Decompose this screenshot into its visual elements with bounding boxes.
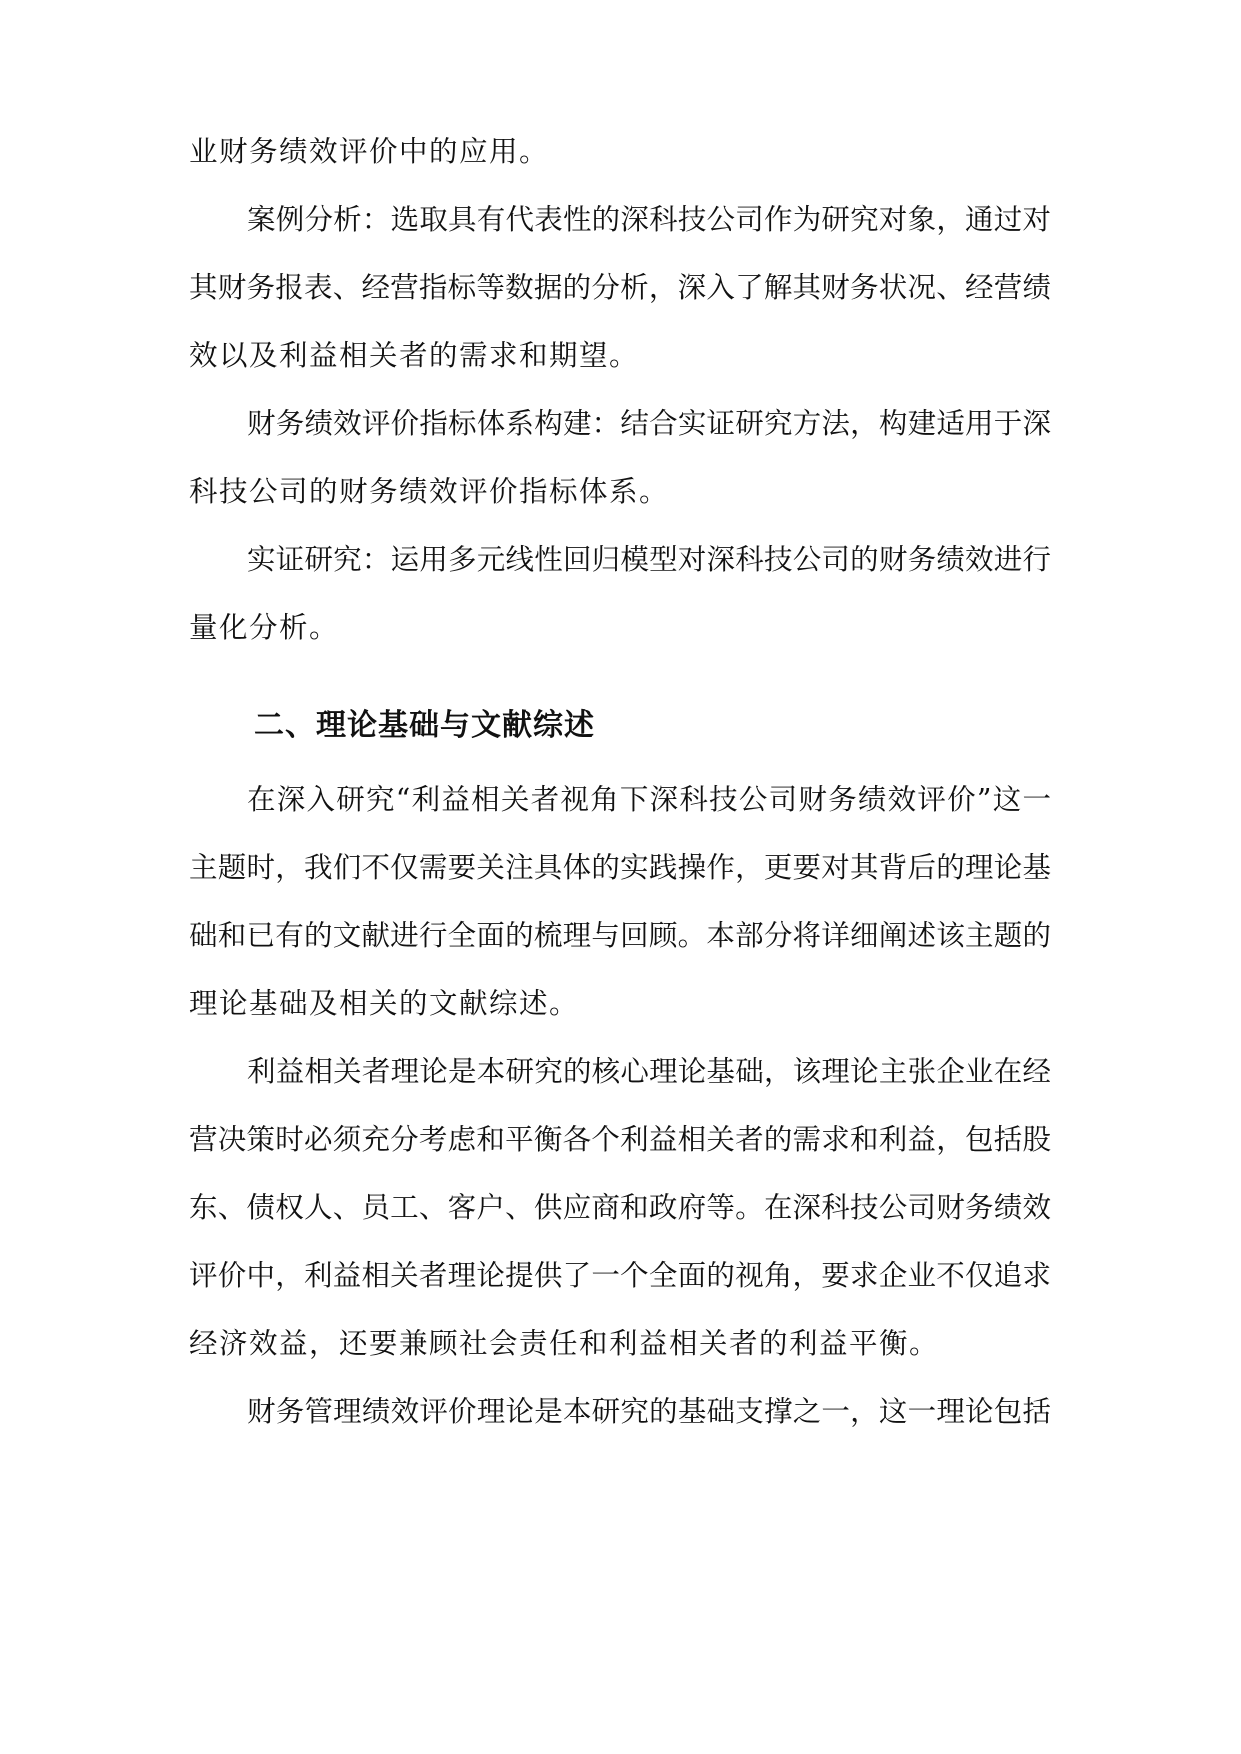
- text-line: 财务绩效评价指标体系构建：结合实证研究方法，构建适用于深: [247, 407, 1051, 440]
- text-line: 主题时，我们不仅需要关注具体的实践操作，更要对其背后的理论基: [189, 851, 1051, 884]
- text-line: 业财务绩效评价中的应用。: [189, 135, 550, 168]
- text-line: 在深入研究“利益相关者视角下深科技公司财务绩效评价”这一: [247, 783, 1051, 816]
- text-line: 案例分析：选取具有代表性的深科技公司作为研究对象，通过对: [247, 203, 1051, 236]
- text-line: 财务管理绩效评价理论是本研究的基础支撑之一，这一理论包括: [247, 1395, 1051, 1428]
- text-line: 评价中，利益相关者理论提供了一个全面的视角，要求企业不仅追求: [189, 1259, 1051, 1292]
- text-line: 础和已有的文献进行全面的梳理与回顾。本部分将详细阐述该主题的: [189, 919, 1051, 952]
- section-heading: 二、理论基础与文献综述: [254, 708, 595, 743]
- text-line: 实证研究：运用多元线性回归模型对深科技公司的财务绩效进行: [247, 543, 1051, 576]
- text-line: 效以及利益相关者的需求和期望。: [189, 339, 640, 372]
- text-line: 量化分析。: [189, 611, 340, 644]
- text-line: 利益相关者理论是本研究的核心理论基础，该理论主张企业在经: [247, 1055, 1051, 1088]
- text-line: 营决策时必须充分考虑和平衡各个利益相关者的需求和利益，包括股: [189, 1123, 1051, 1156]
- text-line: 理论基础及相关的文献综述。: [189, 987, 580, 1020]
- text-line: 其财务报表、经营指标等数据的分析，深入了解其财务状况、经营绩: [189, 271, 1051, 304]
- text-line: 东、债权人、员工、客户、供应商和政府等。在深科技公司财务绩效: [189, 1191, 1051, 1224]
- text-line: 科技公司的财务绩效评价指标体系。: [189, 475, 670, 508]
- text-line: 经济效益，还要兼顾社会责任和利益相关者的利益平衡。: [189, 1327, 940, 1360]
